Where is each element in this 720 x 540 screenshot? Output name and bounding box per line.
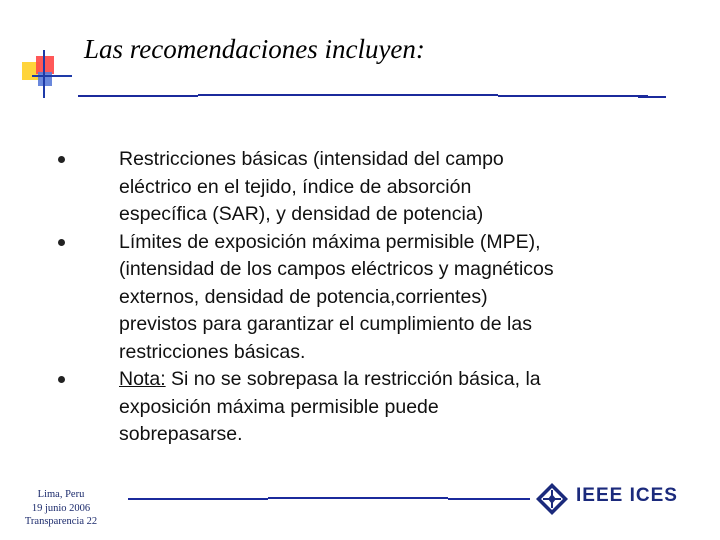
bullet-line: Si no se sobrepasa la restricción básica, la xyxy=(165,368,541,390)
bullet-line: eléctrico en el tejido, índice de absorción xyxy=(119,175,472,198)
bullet-line: exposición máxima permisible puede xyxy=(119,395,439,418)
footer-rule xyxy=(128,497,530,501)
bullet-line: externos, densidad de potencia,corrientes) xyxy=(119,285,488,308)
bullet-line: específica (SAR), y densidad de potencia) xyxy=(119,203,484,225)
bullet-line: Límites de exposición máxima permisible (MPE), xyxy=(119,230,541,253)
footer-location: Lima, Peru xyxy=(37,489,85,500)
title-underline xyxy=(78,94,666,98)
bullet-line: previstos para garantizar el cumplimiento de las xyxy=(119,313,532,335)
colored-squares-icon xyxy=(22,50,62,100)
slide-footer xyxy=(22,488,100,529)
bullet-list xyxy=(58,146,698,449)
bullet-line: (intensidad de los campos eléctricos y magnéticos xyxy=(119,258,554,280)
bullet-item xyxy=(58,146,698,229)
crosshair-vertical xyxy=(43,50,45,98)
crosshair-horizontal xyxy=(32,75,72,77)
bullet-dot-icon xyxy=(58,239,65,246)
note-label: Nota: xyxy=(119,368,166,390)
footer-slide-number: Transparencia 22 xyxy=(24,516,98,527)
bullet-line: restricciones básicas. xyxy=(119,340,306,363)
brand-name: IEEE ICES xyxy=(576,485,678,506)
bullet-line: sobrepasarse. xyxy=(119,423,243,445)
ieee-diamond-logo-icon xyxy=(535,482,569,516)
bullet-dot-icon xyxy=(58,376,65,383)
footer-date: 19 junio 2006 xyxy=(31,502,91,514)
slide-title: Las recomendaciones incluyen: xyxy=(84,34,425,64)
bullet-item xyxy=(58,229,698,367)
bullet-line: Restricciones básicas (intensidad del campo xyxy=(119,148,504,170)
bullet-item xyxy=(58,366,698,449)
bullet-dot-icon xyxy=(58,156,65,163)
